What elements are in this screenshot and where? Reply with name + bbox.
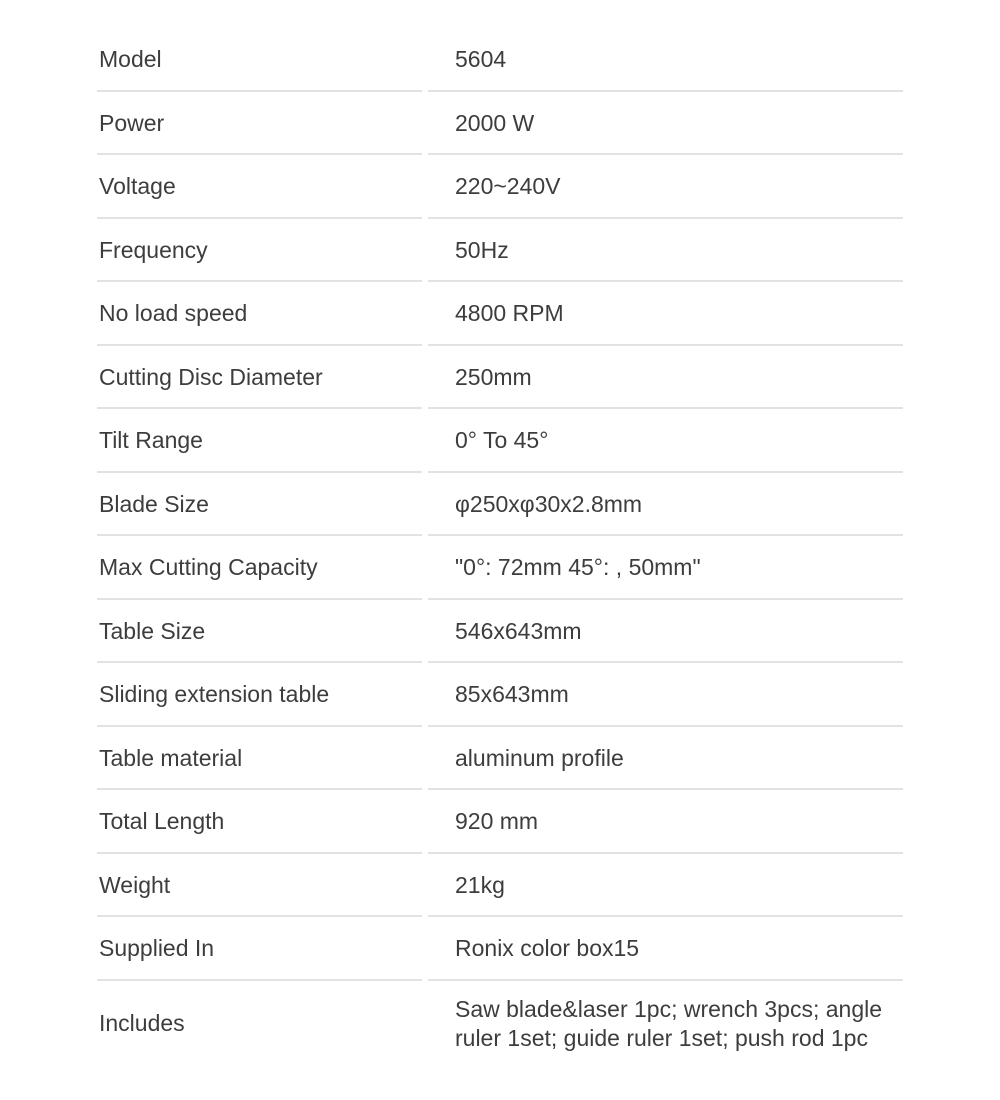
- spec-row-no-load-speed: [97, 282, 903, 346]
- spec-row-sliding-extension-table: [97, 663, 903, 727]
- spec-value: 920 mm: [455, 808, 539, 835]
- spec-label: Weight: [99, 871, 171, 898]
- spec-value: 220~240V: [455, 173, 561, 200]
- spec-row-cutting-disc-diameter: [97, 346, 903, 410]
- spec-row-table-material: [97, 727, 903, 791]
- spec-value: 546x643mm: [455, 617, 582, 644]
- spec-value: 0° To 45°: [455, 427, 549, 454]
- spec-row-power: [97, 92, 903, 156]
- spec-row-blade-size: [97, 473, 903, 537]
- spec-value: 85x643mm: [455, 681, 569, 708]
- spec-value: 2000 W: [455, 109, 535, 136]
- spec-value: 4800 RPM: [455, 300, 564, 327]
- spec-label: Total Length: [99, 808, 225, 835]
- spec-label: Table Size: [99, 617, 206, 644]
- spec-value: Saw blade&laser 1pc; wrench 3pcs; angle ruler 1set; guide ruler 1set; push rod 1pc: [455, 995, 883, 1051]
- spec-row-total-length: [97, 790, 903, 854]
- spec-value: 21kg: [455, 871, 505, 898]
- spec-row-frequency: [97, 219, 903, 283]
- spec-label: Voltage: [99, 173, 176, 200]
- spec-value: 250mm: [455, 363, 532, 390]
- spec-label: Includes: [99, 1010, 185, 1036]
- spec-row-model: [97, 28, 903, 92]
- spec-label: Power: [99, 109, 165, 136]
- spec-label: Sliding extension table: [99, 681, 330, 708]
- spec-row-table-size: [97, 600, 903, 664]
- spec-label: No load speed: [99, 300, 248, 327]
- spec-label: Blade Size: [99, 490, 209, 517]
- spec-value: aluminum profile: [455, 744, 624, 771]
- spec-row-voltage: [97, 155, 903, 219]
- spec-label: Model: [99, 46, 162, 73]
- spec-label: Tilt Range: [99, 427, 203, 454]
- spec-table: [97, 28, 903, 1067]
- spec-row-max-cutting-capacity: [97, 536, 903, 600]
- spec-value: φ250xφ30x2.8mm: [455, 490, 643, 517]
- spec-row-includes: [97, 981, 903, 1067]
- spec-value: "0°: 72mm 45°: , 50mm": [455, 554, 701, 581]
- spec-label: Max Cutting Capacity: [99, 554, 318, 581]
- spec-row-weight: [97, 854, 903, 918]
- spec-value: 50Hz: [455, 236, 509, 263]
- spec-label: Cutting Disc Diameter: [99, 363, 323, 390]
- spec-label: Supplied In: [99, 935, 215, 962]
- spec-row-tilt-range: [97, 409, 903, 473]
- spec-value: 5604: [455, 46, 507, 73]
- spec-label: Table material: [99, 744, 243, 771]
- spec-value: Ronix color box15: [455, 935, 640, 962]
- spec-label: Frequency: [99, 236, 208, 263]
- spec-row-supplied-in: [97, 917, 903, 981]
